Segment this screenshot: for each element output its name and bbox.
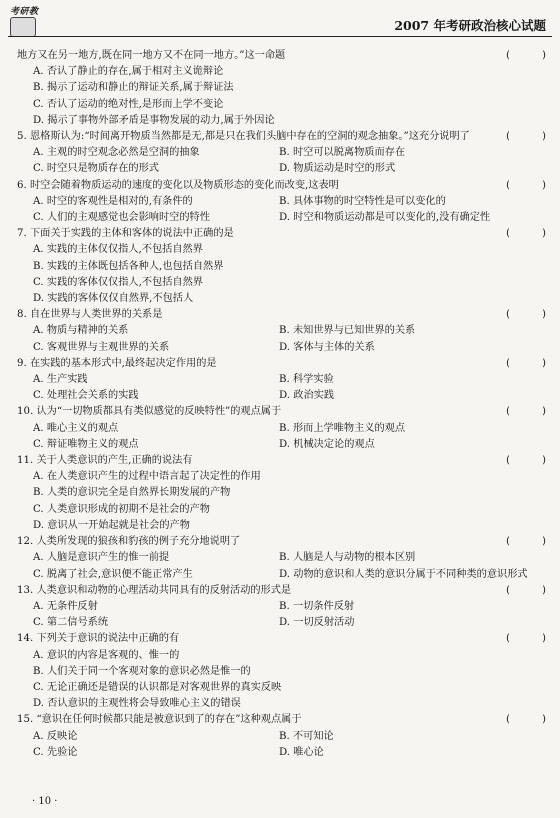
question-stem (17, 712, 550, 728)
bracket-close: ) (542, 228, 546, 240)
option-text: C. 第二信号系统 (33, 617, 109, 629)
logo: 考研教 (10, 7, 39, 17)
question-text: 7. 下面关于实践的主体和客体的说法中正确的是 (17, 228, 234, 240)
option-text: C. 实践的客体仅仅指人,不包括自然界 (33, 276, 203, 288)
bracket-open: ( (506, 179, 510, 191)
bracket-open: ( (506, 633, 510, 645)
answer-option (17, 275, 550, 291)
question-text: 5. 恩格斯认为:“时间离开物质当然都是无,都是只在我们头脑中存在的空洞的观念抽象。”这充分说明了 (17, 131, 470, 143)
option-text: C. 时空只是物质存在的形式 (33, 163, 159, 175)
option-text: B. 揭示了运动和静止的辩证关系,属于辩证法 (33, 82, 234, 94)
answer-option-pair (17, 729, 550, 745)
option-text: D. 时空和物质运动都是可以变化的,没有确定性 (279, 212, 491, 224)
question-stem (17, 404, 550, 420)
option-text: D. 动物的意识和人类的意识分属于不同种类的意识形式 (279, 568, 528, 580)
option-text: B. 不可知论 (279, 730, 334, 742)
bracket-close: ) (542, 50, 546, 61)
option-text: A. 生产实践 (33, 374, 88, 386)
option-text: B. 一切条件反射 (279, 600, 355, 612)
option-text: D. 唯心论 (279, 746, 324, 758)
option-text: A. 时空的客观性是相对的,有条件的 (33, 195, 193, 207)
bracket-open: ( (506, 309, 510, 321)
answer-bracket (506, 583, 546, 599)
answer-bracket (506, 307, 546, 323)
answer-option-pair (17, 388, 550, 404)
option-text: A. 物质与精神的关系 (33, 325, 129, 337)
bracket-close: ) (542, 455, 546, 467)
answer-option (17, 64, 550, 80)
answer-option (17, 518, 550, 534)
question-text: 10. 认为“一切物质都具有类似感觉的反映特性”的观点属于 (17, 406, 282, 418)
option-text: B. 人脑是人与动物的根本区别 (279, 552, 416, 564)
option-text: D. 一切反射活动 (279, 617, 355, 629)
option-text: A. 唯心主义的观点 (33, 422, 119, 434)
answer-option (17, 80, 550, 96)
option-text: C. 无论正确还是错误的认识都是对客观世界的真实反映 (33, 681, 282, 693)
answer-option-pair (17, 615, 550, 631)
bracket-open: ( (506, 714, 510, 726)
option-text: A. 否认了静止的存在,属于相对主义诡辩论 (33, 66, 224, 78)
bracket-close: ) (542, 309, 546, 321)
answer-option (17, 502, 550, 518)
answer-option (17, 696, 550, 712)
answer-option-pair (17, 421, 550, 437)
question-stem (17, 631, 550, 647)
option-text: C. 人们的主观感觉也会影响时空的特性 (33, 212, 210, 224)
answer-option-pair (17, 550, 550, 566)
option-text: A. 反映论 (33, 730, 78, 742)
header-divider (8, 36, 552, 37)
question-text: 11. 关于人类意识的产生,正确的说法有 (17, 455, 193, 467)
question-stem (17, 129, 550, 145)
answer-option-pair (17, 567, 550, 583)
bracket-close: ) (542, 633, 546, 645)
question-stem (17, 307, 550, 323)
option-text: D. 机械决定论的观点 (279, 438, 375, 450)
answer-option (17, 259, 550, 275)
answer-option (17, 242, 550, 258)
option-text: C. 客观世界与主观世界的关系 (33, 341, 170, 353)
option-text: D. 政治实践 (279, 390, 335, 402)
answer-option (17, 291, 550, 307)
option-text: C. 人类意识形成的初期不是社会的产物 (33, 503, 210, 515)
option-text: D. 揭示了事物外部矛盾是事物发展的动力,属于外因论 (33, 114, 275, 126)
answer-option (17, 664, 550, 680)
option-text: A. 意识的内容是客观的、惟一的 (33, 649, 180, 661)
page-header-title: 2007 年考研政治核心试题 (394, 18, 546, 33)
answer-option-pair (17, 599, 550, 615)
bracket-open: ( (506, 536, 510, 548)
bracket-open: ( (506, 406, 510, 418)
question-text: 地方又在另一地方,既在同一地方又不在同一地方。”这一命题 (17, 50, 286, 61)
answer-bracket (506, 631, 546, 647)
answer-option-pair (17, 437, 550, 453)
question-stem (17, 356, 550, 372)
bracket-open: ( (506, 584, 510, 596)
answer-option (17, 485, 550, 501)
option-text: C. 脱离了社会,意识便不能正常产生 (33, 568, 193, 580)
option-text: B. 人类的意识完全是自然界长期发展的产物 (33, 487, 231, 499)
option-text: A. 实践的主体仅仅指人,不包括自然界 (33, 244, 203, 256)
answer-option-pair (17, 145, 550, 161)
option-text: C. 处理社会关系的实践 (33, 390, 139, 402)
question-stem (17, 583, 550, 599)
question-text: 15. “意识在任何时候都只能是被意识到了的存在”这种观点属于 (17, 714, 302, 726)
option-text: D. 实践的客体仅仅自然界,不包括人 (33, 293, 194, 305)
answer-option-pair (17, 210, 550, 226)
bracket-open: ( (506, 455, 510, 467)
question-text: 12. 人类所发现的狼孩和豹孩的例子充分地说明了 (17, 536, 241, 548)
question-stem (17, 226, 550, 242)
option-text: A. 人脑是意识产生的惟一前提 (33, 552, 170, 564)
answer-option-pair (17, 745, 550, 761)
answer-option-pair (17, 194, 550, 210)
option-text: B. 时空可以脱离物质而存在 (279, 147, 406, 159)
option-text: D. 意识从一开始起就是社会的产物 (33, 519, 190, 531)
answer-bracket (506, 712, 546, 728)
option-text: B. 形而上学唯物主义的观点 (279, 422, 406, 434)
question-text: 13. 人类意识和动物的心理活动共同具有的反射活动的形式是 (17, 584, 292, 596)
option-text: B. 未知世界与已知世界的关系 (279, 325, 416, 337)
page-number: · 10 · (32, 796, 58, 807)
answer-bracket (506, 178, 546, 194)
question-list (17, 48, 550, 761)
answer-option-pair (17, 372, 550, 388)
answer-option (17, 113, 550, 129)
answer-option-pair (17, 323, 550, 339)
bracket-open: ( (506, 50, 510, 61)
option-text: B. 实践的主体既包括各种人,也包括自然界 (33, 260, 224, 272)
bracket-close: ) (542, 406, 546, 418)
option-text: B. 具体事物的时空特性是可以变化的 (279, 195, 446, 207)
answer-option-pair (17, 340, 550, 356)
option-text: A. 在人类意识产生的过程中语言起了决定性的作用 (33, 471, 261, 483)
question-stem (17, 453, 550, 469)
option-text: B. 人们关于同一个客观对象的意识必然是惟一的 (33, 665, 251, 677)
question-text: 14. 下列关于意识的说法中正确的有 (17, 633, 180, 645)
answer-bracket (506, 404, 546, 420)
answer-bracket (506, 356, 546, 372)
option-text: D. 客体与主体的关系 (279, 341, 375, 353)
answer-bracket (506, 453, 546, 469)
option-text: A. 无条件反射 (33, 600, 98, 612)
bracket-close: ) (542, 536, 546, 548)
bracket-close: ) (542, 179, 546, 191)
option-text: D. 否认意识的主观性将会导致唯心主义的错误 (33, 698, 241, 710)
bracket-close: ) (542, 584, 546, 596)
bracket-close: ) (542, 357, 546, 369)
answer-option (17, 648, 550, 664)
option-text: B. 科学实验 (279, 374, 334, 386)
answer-option (17, 469, 550, 485)
answer-bracket (506, 48, 546, 64)
bracket-open: ( (506, 131, 510, 143)
answer-bracket (506, 226, 546, 242)
answer-bracket (506, 129, 546, 145)
question-text: 9. 在实践的基本形式中,最终起决定作用的是 (17, 357, 217, 369)
question-stem (17, 178, 550, 194)
bracket-close: ) (542, 714, 546, 726)
logo-icon (10, 17, 36, 37)
question-stem (17, 534, 550, 550)
answer-bracket (506, 534, 546, 550)
option-text: D. 物质运动是时空的形式 (279, 163, 396, 175)
question-stem (17, 48, 550, 64)
answer-option-pair (17, 161, 550, 177)
bracket-open: ( (506, 357, 510, 369)
option-text: A. 主观的时空观念必然是空洞的抽象 (33, 147, 200, 159)
answer-option (17, 680, 550, 696)
question-text: 6. 时空会随着物质运动的速度的变化以及物质形态的变化而改变,这表明 (17, 179, 339, 191)
bracket-open: ( (506, 228, 510, 240)
option-text: C. 否认了运动的绝对性,是形而上学不变论 (33, 98, 224, 110)
bracket-close: ) (542, 131, 546, 143)
option-text: C. 辩证唯物主义的观点 (33, 438, 139, 450)
answer-option (17, 97, 550, 113)
option-text: C. 先验论 (33, 746, 78, 758)
question-text: 8. 自在世界与人类世界的关系是 (17, 309, 163, 321)
